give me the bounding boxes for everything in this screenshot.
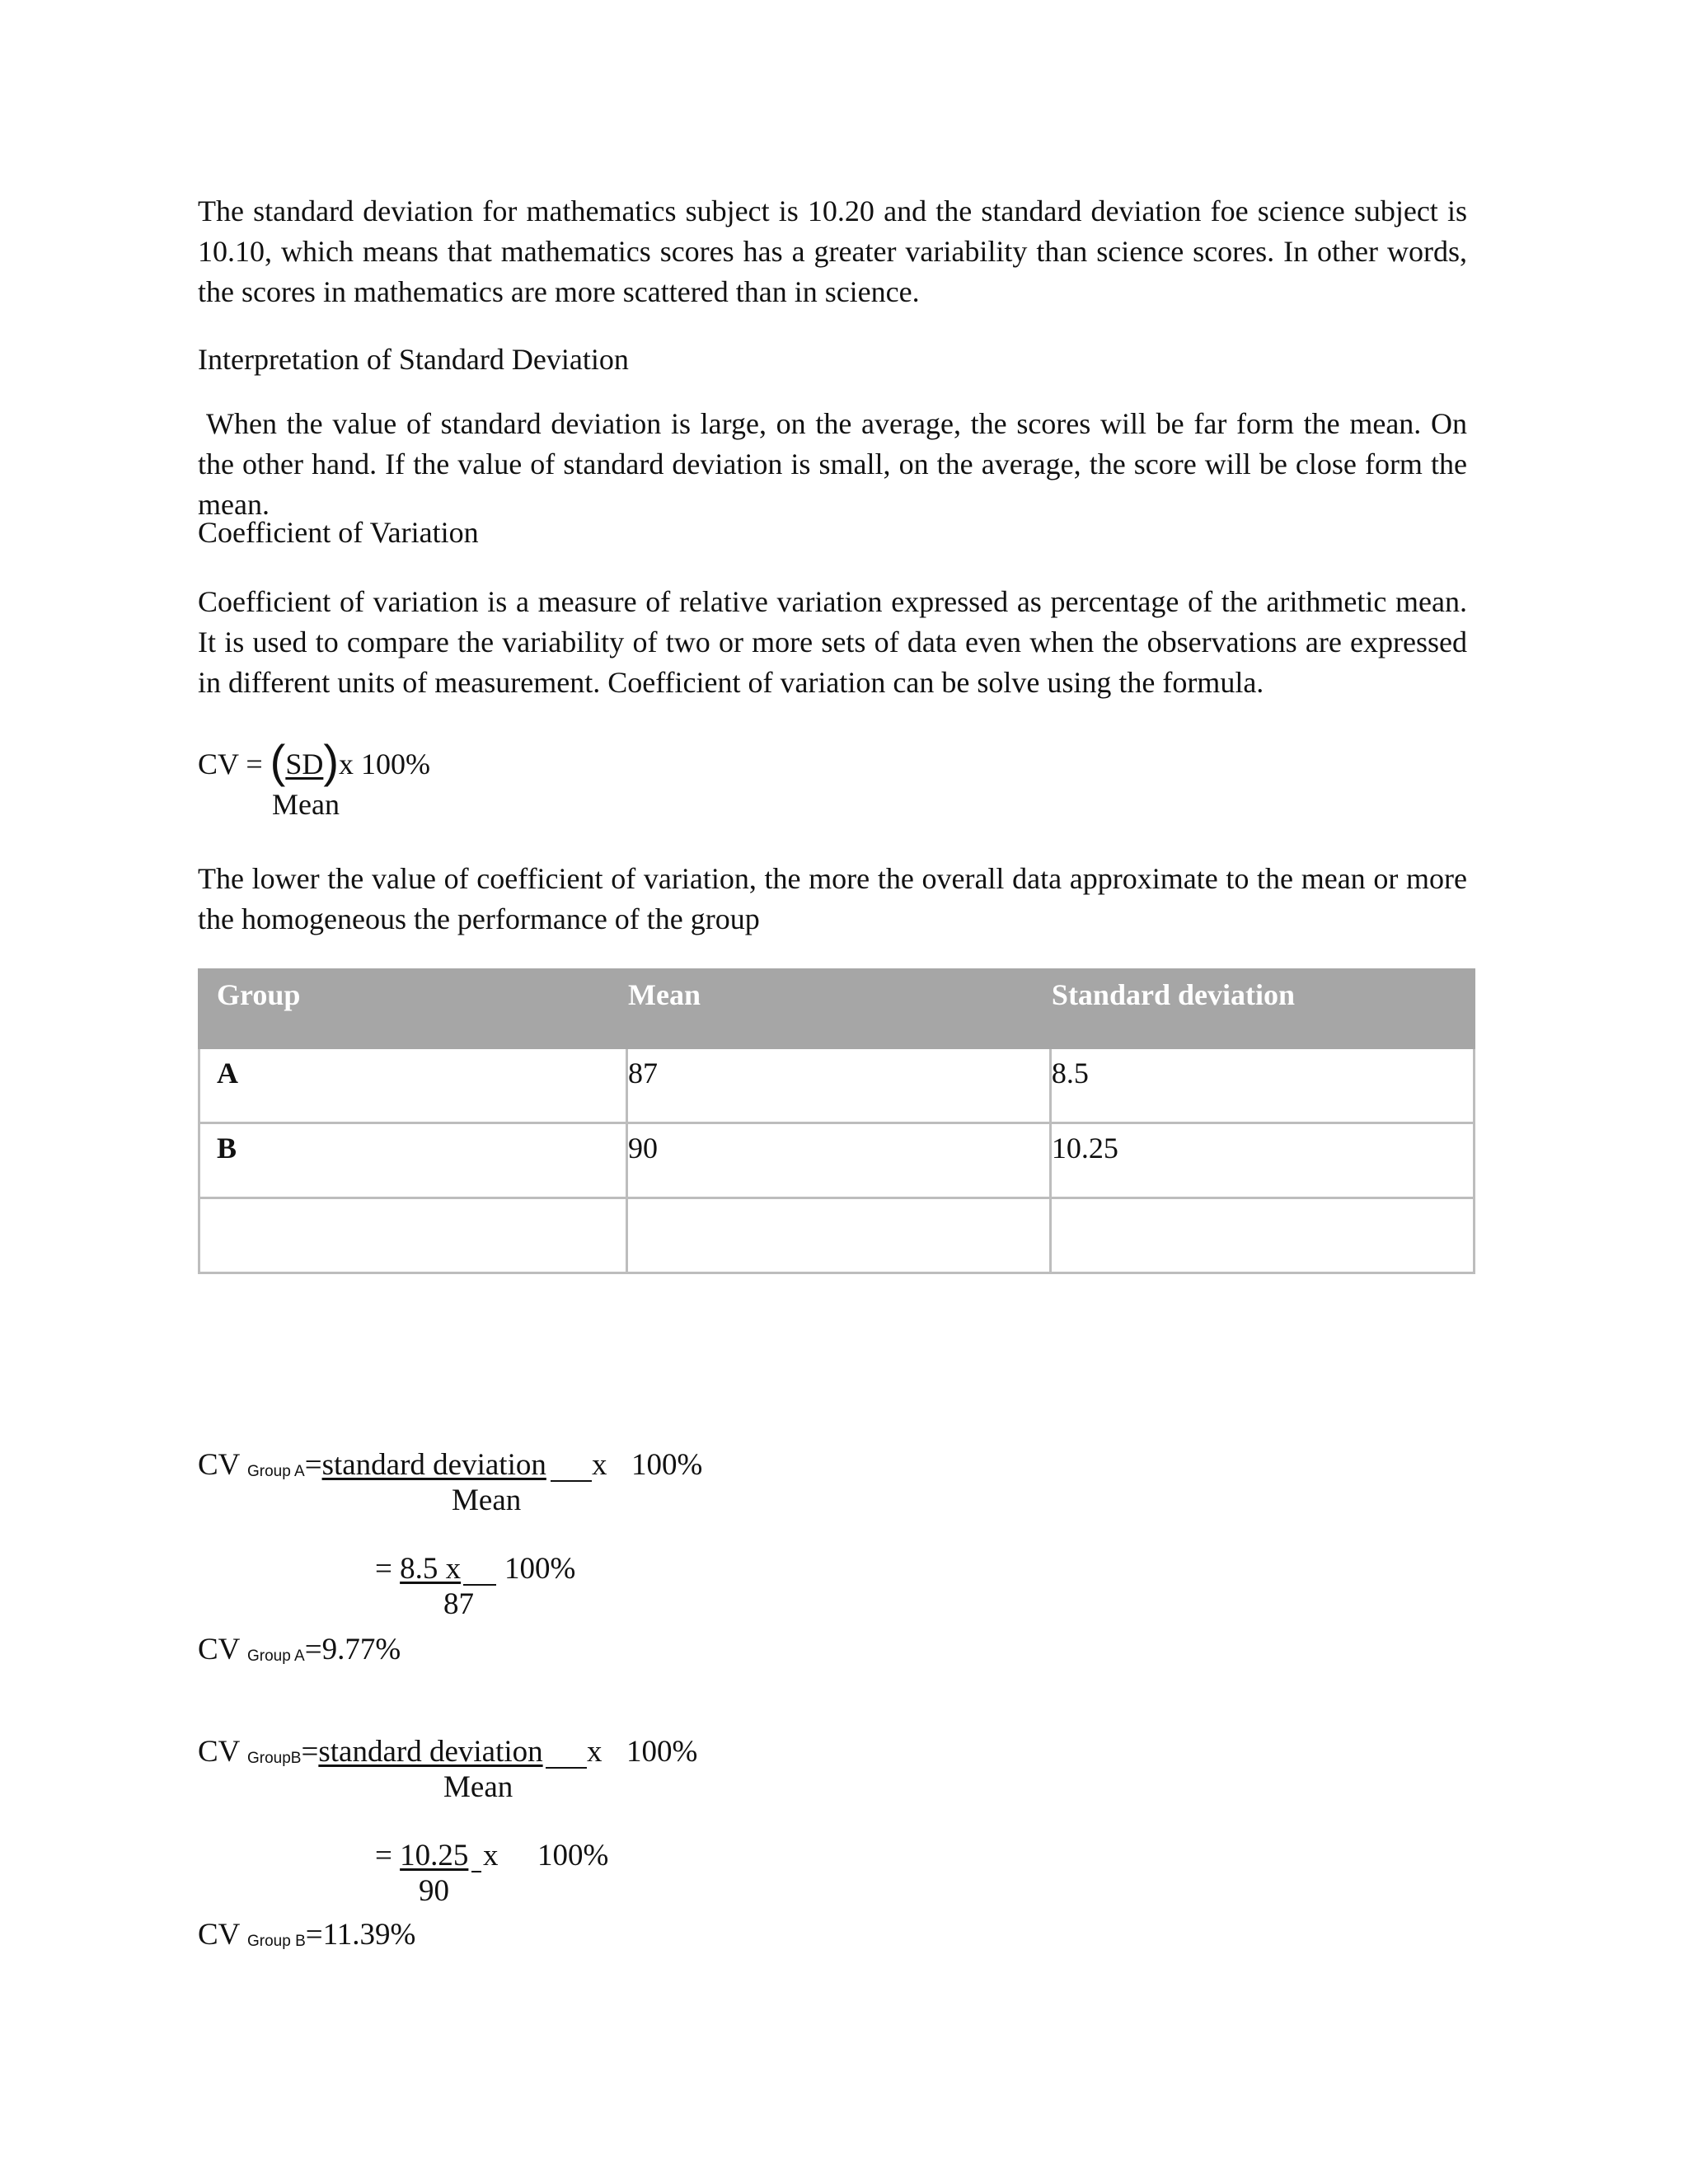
cv-group-a-fraction-bar — [551, 1480, 592, 1482]
table-cell-group — [199, 1198, 627, 1273]
cv-formula — [198, 735, 431, 787]
cv-group-a-eq: = — [304, 1448, 322, 1482]
cv-group-a-step-eq: = — [375, 1552, 392, 1586]
table-cell-mean: 87 — [627, 1048, 1051, 1123]
cv-group-a-numerator: standard deviation — [321, 1448, 546, 1482]
paragraph-cv-definition: Coefficient of variation is a measure of relative variation expressed as percentage of the arithmetic mean. It is used to compare the variability of two or more sets of data even when the observations are expressed in different units of measurement. Coefficient of variation can be solve using the formula. — [198, 585, 1467, 699]
table-row — [199, 1123, 1475, 1198]
cv-group-a-result-value: =9.77% — [304, 1633, 401, 1666]
paragraph-sd-interpretation: When the value of standard deviation is large, on the average, the scores will be far form the mean. On the other hand. If the value of standard deviation is small, on the average, the score will be close form the mean. — [198, 407, 1467, 521]
cv-formula-denominator: Mean — [272, 788, 340, 821]
cv-group-a-subscript: Group A — [246, 1463, 305, 1480]
cv-group-a-step — [375, 1551, 461, 1587]
table-cell-sd: 10.25 — [1050, 1123, 1474, 1198]
cv-group-a-denominator: Mean — [452, 1483, 522, 1517]
cv-formula-numerator: SD — [285, 748, 324, 780]
paragraph-cv-interpretation: The lower the value of coefficient of variation, the more the overall data approximate to the mean or more the homogeneous the performance of the group — [198, 862, 1467, 935]
cv-formula-close-paren: ) — [323, 735, 340, 787]
cv-group-a-result-subscript: Group A — [246, 1647, 305, 1665]
cv-group-a-times: x — [592, 1448, 607, 1482]
cv-group-b-subscript: GroupB — [246, 1750, 302, 1767]
cv-formula-times: x 100% — [339, 748, 431, 780]
cv-group-a-step-numerator: 8.5 x — [400, 1552, 462, 1586]
cv-group-a-result-label: CV — [198, 1633, 240, 1666]
heading-coefficient-variation: Coefficient of Variation — [198, 516, 479, 549]
cv-group-b-step-percent: 100% — [537, 1839, 609, 1872]
cv-group-b-result-value: =11.39% — [305, 1918, 416, 1952]
table-cell-mean — [627, 1198, 1051, 1273]
cv-formula-lhs: CV = — [198, 748, 263, 780]
table-cell-group: A — [199, 1048, 627, 1123]
cv-group-b-step-eq: = — [375, 1839, 392, 1872]
table-cell-mean: 90 — [627, 1123, 1051, 1198]
table-cell-sd: 8.5 — [1050, 1048, 1474, 1123]
cv-group-b-result-label: CV — [198, 1918, 240, 1952]
cv-group-a-step-fraction-bar — [463, 1584, 496, 1586]
cv-group-a-label: CV — [198, 1448, 240, 1482]
cv-group-b-result-subscript: Group B — [246, 1933, 306, 1950]
cv-group-b-label: CV — [198, 1735, 240, 1769]
group-stats-table — [198, 968, 1475, 1274]
cv-group-b-eq: = — [301, 1735, 319, 1769]
cv-group-a-percent: 100% — [631, 1448, 703, 1482]
table-row — [199, 1198, 1475, 1273]
cv-group-b-step-fraction-bar — [471, 1871, 481, 1872]
cv-group-b-numerator: standard deviation — [318, 1735, 543, 1769]
cv-group-b-fraction-bar — [546, 1767, 587, 1769]
table-header-row — [199, 970, 1475, 1048]
cv-group-b-denominator: Mean — [443, 1770, 513, 1804]
cv-formula-open-paren: ( — [270, 735, 286, 787]
cv-group-b-result — [198, 1917, 415, 1958]
cv-group-b-step — [375, 1838, 468, 1874]
cv-group-b-times: x — [587, 1735, 603, 1769]
cv-group-a-step-percent: 100% — [504, 1552, 576, 1586]
table-cell-group: B — [199, 1123, 627, 1198]
paragraph-sd-comparison: The standard deviation for mathematics subject is 10.20 and the standard deviation foe science subject is 10.10, which means that mathematics scores has a greater variability than science scores. In other words, the scores in mathematics are more scattered than in science. — [198, 194, 1467, 308]
cv-group-b-step-denominator: 90 — [419, 1874, 449, 1908]
table-header-sd: Standard deviation — [1050, 970, 1474, 1048]
cv-group-a-step-denominator: 87 — [443, 1587, 474, 1621]
cv-group-b-step-times: x — [483, 1839, 499, 1872]
table-cell-sd — [1050, 1198, 1474, 1273]
table-header-group: Group — [199, 970, 627, 1048]
heading-interpretation-sd: Interpretation of Standard Deviation — [198, 343, 629, 376]
cv-group-a-result — [198, 1632, 401, 1673]
table-header-mean: Mean — [627, 970, 1051, 1048]
cv-group-b-step-numerator: 10.25 — [400, 1839, 469, 1872]
table-row — [199, 1048, 1475, 1123]
cv-group-b-percent: 100% — [626, 1735, 698, 1769]
